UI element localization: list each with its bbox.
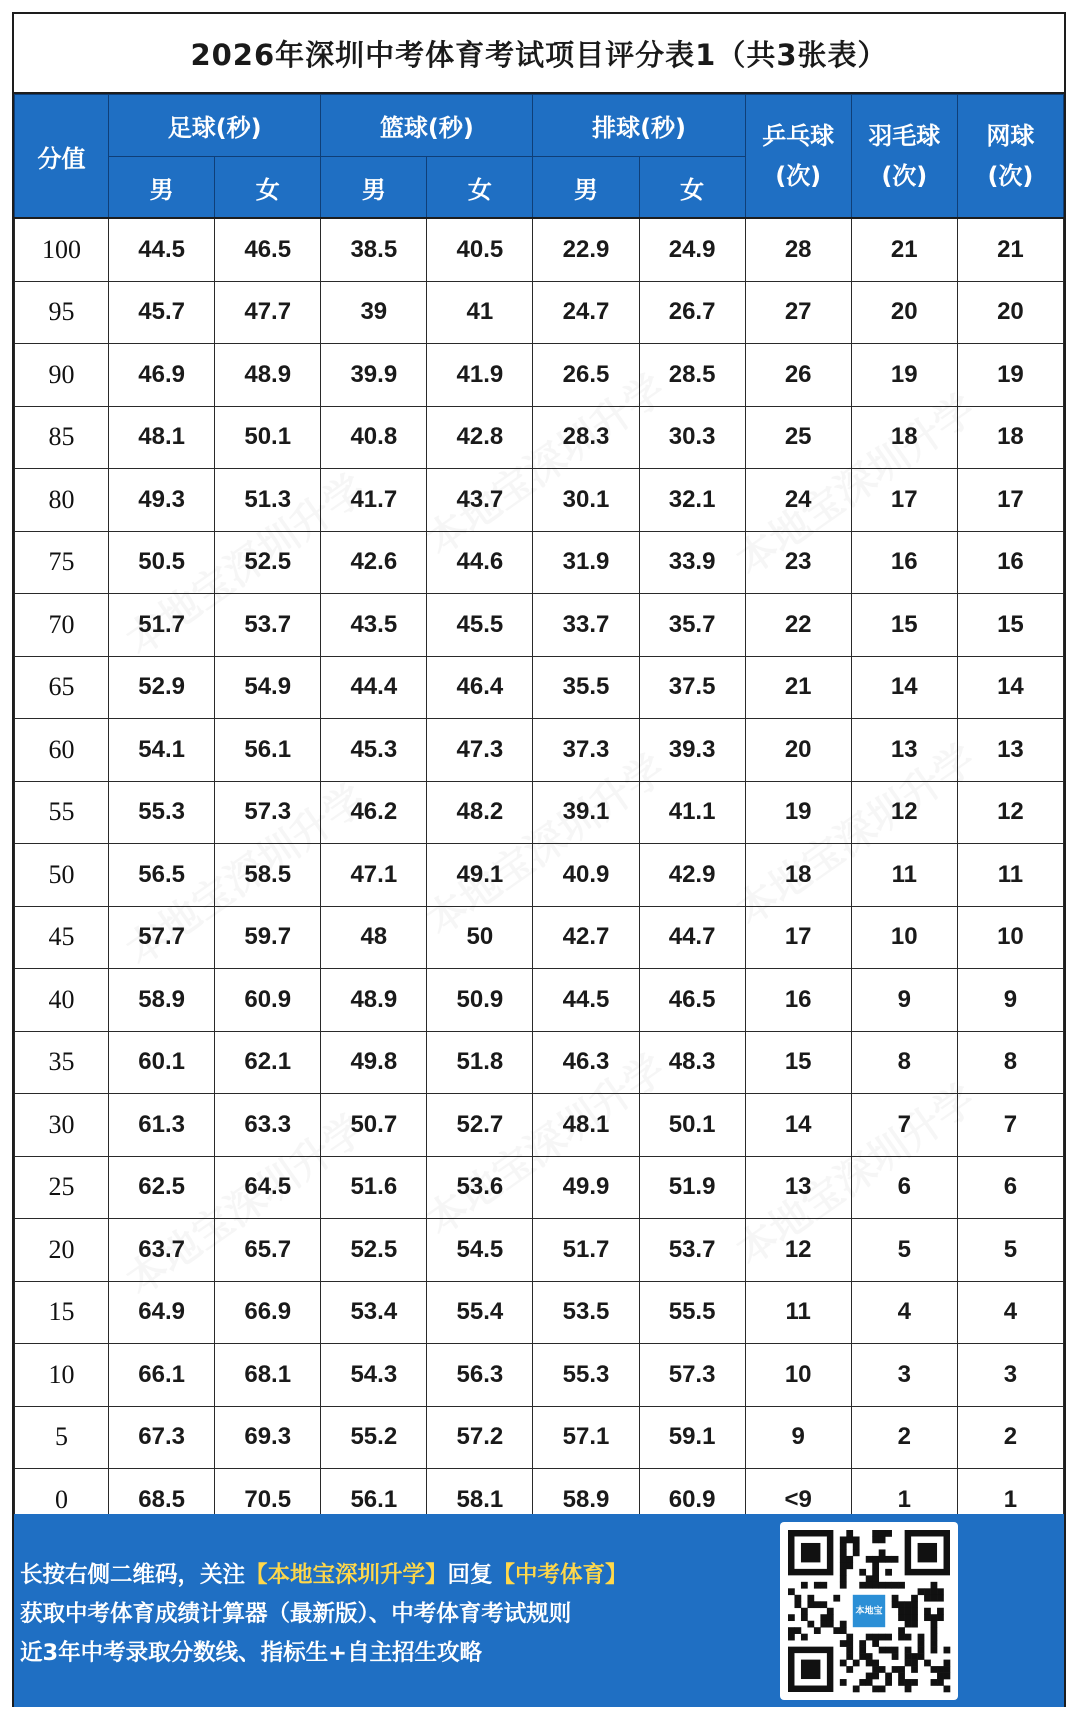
value-cell: 52.7: [427, 1094, 533, 1157]
score-cell: 55: [15, 781, 109, 844]
value-cell: 45.7: [109, 281, 215, 344]
value-cell: 4: [957, 1281, 1063, 1344]
value-cell: 35.7: [639, 594, 745, 657]
value-cell: 56.1: [215, 719, 321, 782]
value-cell: 66.9: [215, 1281, 321, 1344]
footer-text: [20, 1556, 780, 1673]
value-cell: 68.5: [109, 1469, 215, 1532]
header-football: 足球(秒): [109, 95, 321, 157]
value-cell: 49.3: [109, 469, 215, 532]
value-cell: 60.9: [215, 969, 321, 1032]
header-volleyball: 排球(秒): [533, 95, 745, 157]
value-cell: 18: [745, 844, 851, 907]
value-cell: 44.5: [109, 218, 215, 281]
value-cell: 46.4: [427, 656, 533, 719]
value-cell: 17: [851, 469, 957, 532]
value-cell: 9: [745, 1406, 851, 1469]
header-pingpong-unit: (次): [775, 162, 822, 190]
table-row: [15, 844, 1064, 907]
value-cell: 20: [745, 719, 851, 782]
score-cell: 0: [15, 1469, 109, 1532]
table-body: [15, 218, 1064, 1531]
value-cell: 26.5: [533, 344, 639, 407]
value-cell: 64.5: [215, 1156, 321, 1219]
value-cell: 43.5: [321, 594, 427, 657]
value-cell: 63.7: [109, 1219, 215, 1282]
score-cell: 45: [15, 906, 109, 969]
value-cell: 57.3: [215, 781, 321, 844]
table-row: [15, 531, 1064, 594]
score-cell: 35: [15, 1031, 109, 1094]
score-cell: 85: [15, 406, 109, 469]
value-cell: 55.3: [533, 1344, 639, 1407]
header-tennis-unit: (次): [987, 162, 1034, 190]
value-cell: 14: [851, 656, 957, 719]
table-row: [15, 1219, 1064, 1282]
value-cell: 49.8: [321, 1031, 427, 1094]
value-cell: 28.3: [533, 406, 639, 469]
value-cell: 39.1: [533, 781, 639, 844]
table-row: [15, 969, 1064, 1032]
value-cell: 42.9: [639, 844, 745, 907]
score-cell: 40: [15, 969, 109, 1032]
value-cell: 49.9: [533, 1156, 639, 1219]
value-cell: 39: [321, 281, 427, 344]
value-cell: 41: [427, 281, 533, 344]
value-cell: 62.1: [215, 1031, 321, 1094]
value-cell: 51.3: [215, 469, 321, 532]
value-cell: 55.5: [639, 1281, 745, 1344]
value-cell: 41.9: [427, 344, 533, 407]
value-cell: 68.1: [215, 1344, 321, 1407]
value-cell: 54.3: [321, 1344, 427, 1407]
table-header: [15, 95, 1064, 219]
value-cell: 35.5: [533, 656, 639, 719]
value-cell: 59.7: [215, 906, 321, 969]
header-tennis: [957, 95, 1063, 219]
value-cell: 57.3: [639, 1344, 745, 1407]
value-cell: 48.1: [109, 406, 215, 469]
value-cell: 58.9: [533, 1469, 639, 1532]
header-basketball-female: 女: [427, 157, 533, 219]
header-football-female: 女: [215, 157, 321, 219]
value-cell: 53.7: [215, 594, 321, 657]
header-tennis-name: 网球: [986, 122, 1035, 150]
value-cell: 3: [957, 1344, 1063, 1407]
value-cell: 12: [851, 781, 957, 844]
value-cell: 3: [851, 1344, 957, 1407]
value-cell: 55.4: [427, 1281, 533, 1344]
value-cell: 42.6: [321, 531, 427, 594]
footer-reply: 回复: [447, 1562, 493, 1588]
value-cell: 11: [851, 844, 957, 907]
value-cell: 48: [321, 906, 427, 969]
value-cell: 38.5: [321, 218, 427, 281]
value-cell: 56.1: [321, 1469, 427, 1532]
table-row: [15, 594, 1064, 657]
value-cell: 47.3: [427, 719, 533, 782]
value-cell: 17: [745, 906, 851, 969]
value-cell: 50.7: [321, 1094, 427, 1157]
value-cell: 24.9: [639, 218, 745, 281]
value-cell: 24: [745, 469, 851, 532]
header-volleyball-female: 女: [639, 157, 745, 219]
header-badminton-unit: (次): [881, 162, 928, 190]
value-cell: 58.1: [427, 1469, 533, 1532]
value-cell: 48.9: [321, 969, 427, 1032]
value-cell: 70.5: [215, 1469, 321, 1532]
value-cell: 67.3: [109, 1406, 215, 1469]
value-cell: 10: [745, 1344, 851, 1407]
header-football-male: 男: [109, 157, 215, 219]
table-row: [15, 1406, 1064, 1469]
footer-account: 【本地宝深圳升学】: [245, 1562, 448, 1588]
value-cell: 39.3: [639, 719, 745, 782]
header-score: 分值: [15, 95, 109, 219]
header-volleyball-male: 男: [533, 157, 639, 219]
value-cell: 40.9: [533, 844, 639, 907]
value-cell: 37.3: [533, 719, 639, 782]
value-cell: 57.2: [427, 1406, 533, 1469]
value-cell: 19: [851, 344, 957, 407]
value-cell: 18: [851, 406, 957, 469]
value-cell: 20: [957, 281, 1063, 344]
value-cell: 56.5: [109, 844, 215, 907]
value-cell: 8: [957, 1031, 1063, 1094]
value-cell: 51.7: [533, 1219, 639, 1282]
value-cell: 51.6: [321, 1156, 427, 1219]
value-cell: 54.1: [109, 719, 215, 782]
value-cell: 31.9: [533, 531, 639, 594]
score-cell: 70: [15, 594, 109, 657]
footer-line-3: 近3年中考录取分数线、指标生+自主招生攻略: [20, 1640, 483, 1666]
value-cell: 50.5: [109, 531, 215, 594]
value-cell: 16: [851, 531, 957, 594]
value-cell: 21: [957, 218, 1063, 281]
score-cell: 60: [15, 719, 109, 782]
value-cell: 15: [851, 594, 957, 657]
value-cell: 65.7: [215, 1219, 321, 1282]
score-cell: 90: [15, 344, 109, 407]
table-row: [15, 1031, 1064, 1094]
footer-prompt: 长按右侧二维码，关注: [20, 1562, 246, 1588]
table-row: [15, 781, 1064, 844]
value-cell: 22: [745, 594, 851, 657]
value-cell: 66.1: [109, 1344, 215, 1407]
value-cell: 48.9: [215, 344, 321, 407]
value-cell: 1: [851, 1469, 957, 1532]
footer-line-1: [20, 1556, 780, 1595]
qr-code[interactable]: [780, 1522, 958, 1700]
value-cell: 24.7: [533, 281, 639, 344]
value-cell: 62.5: [109, 1156, 215, 1219]
value-cell: 16: [745, 969, 851, 1032]
value-cell: 50.1: [215, 406, 321, 469]
score-cell: 15: [15, 1281, 109, 1344]
value-cell: 52.5: [215, 531, 321, 594]
value-cell: 30.1: [533, 469, 639, 532]
table-row: [15, 1344, 1064, 1407]
value-cell: 30.3: [639, 406, 745, 469]
value-cell: 53.5: [533, 1281, 639, 1344]
score-cell: 30: [15, 1094, 109, 1157]
header-basketball: 篮球(秒): [321, 95, 533, 157]
value-cell: 44.5: [533, 969, 639, 1032]
value-cell: 52.9: [109, 656, 215, 719]
value-cell: 13: [745, 1156, 851, 1219]
value-cell: 7: [851, 1094, 957, 1157]
table-row: [15, 719, 1064, 782]
value-cell: 58.9: [109, 969, 215, 1032]
value-cell: 26: [745, 344, 851, 407]
value-cell: 9: [957, 969, 1063, 1032]
value-cell: 17: [957, 469, 1063, 532]
value-cell: 46.5: [639, 969, 745, 1032]
value-cell: 53.7: [639, 1219, 745, 1282]
value-cell: 44.4: [321, 656, 427, 719]
value-cell: 20: [851, 281, 957, 344]
value-cell: 10: [851, 906, 957, 969]
table-row: [15, 906, 1064, 969]
qr-code-icon: [780, 1522, 958, 1700]
value-cell: 60.9: [639, 1469, 745, 1532]
value-cell: 4: [851, 1281, 957, 1344]
value-cell: 16: [957, 531, 1063, 594]
value-cell: 50: [427, 906, 533, 969]
score-cell: 25: [15, 1156, 109, 1219]
value-cell: 2: [957, 1406, 1063, 1469]
value-cell: 57.1: [533, 1406, 639, 1469]
value-cell: 8: [851, 1031, 957, 1094]
value-cell: 7: [957, 1094, 1063, 1157]
value-cell: 11: [745, 1281, 851, 1344]
value-cell: 63.3: [215, 1094, 321, 1157]
table-row: [15, 344, 1064, 407]
value-cell: 69.3: [215, 1406, 321, 1469]
value-cell: 1: [957, 1469, 1063, 1532]
value-cell: 43.7: [427, 469, 533, 532]
value-cell: 44.7: [639, 906, 745, 969]
value-cell: 51.7: [109, 594, 215, 657]
value-cell: 40.5: [427, 218, 533, 281]
table-row: [15, 1156, 1064, 1219]
value-cell: 54.5: [427, 1219, 533, 1282]
score-cell: 20: [15, 1219, 109, 1282]
score-cell: 75: [15, 531, 109, 594]
table-row: [15, 656, 1064, 719]
value-cell: 50.1: [639, 1094, 745, 1157]
value-cell: 28.5: [639, 344, 745, 407]
value-cell: 48.3: [639, 1031, 745, 1094]
score-cell: 65: [15, 656, 109, 719]
value-cell: 13: [957, 719, 1063, 782]
value-cell: 41.1: [639, 781, 745, 844]
value-cell: 45.5: [427, 594, 533, 657]
value-cell: 32.1: [639, 469, 745, 532]
value-cell: 51.8: [427, 1031, 533, 1094]
value-cell: 46.2: [321, 781, 427, 844]
value-cell: 19: [957, 344, 1063, 407]
value-cell: 53.6: [427, 1156, 533, 1219]
value-cell: 54.9: [215, 656, 321, 719]
value-cell: 11: [957, 844, 1063, 907]
table-row: [15, 1094, 1064, 1157]
table-row: [15, 281, 1064, 344]
score-cell: 95: [15, 281, 109, 344]
value-cell: 12: [745, 1219, 851, 1282]
value-cell: 21: [851, 218, 957, 281]
value-cell: 12: [957, 781, 1063, 844]
value-cell: 46.3: [533, 1031, 639, 1094]
value-cell: 6: [957, 1156, 1063, 1219]
score-cell: 80: [15, 469, 109, 532]
value-cell: 55.2: [321, 1406, 427, 1469]
value-cell: 52.5: [321, 1219, 427, 1282]
score-cell: 100: [15, 218, 109, 281]
value-cell: 42.7: [533, 906, 639, 969]
value-cell: 15: [957, 594, 1063, 657]
value-cell: 6: [851, 1156, 957, 1219]
value-cell: 50.9: [427, 969, 533, 1032]
value-cell: 39.9: [321, 344, 427, 407]
value-cell: 57.7: [109, 906, 215, 969]
value-cell: 51.9: [639, 1156, 745, 1219]
score-cell: 10: [15, 1344, 109, 1407]
header-badminton: [851, 95, 957, 219]
value-cell: 64.9: [109, 1281, 215, 1344]
value-cell: 33.7: [533, 594, 639, 657]
value-cell: 60.1: [109, 1031, 215, 1094]
page-title: 2026年深圳中考体育考试项目评分表1（共3张表）: [14, 14, 1064, 94]
value-cell: 40.8: [321, 406, 427, 469]
value-cell: 45.3: [321, 719, 427, 782]
value-cell: 26.7: [639, 281, 745, 344]
value-cell: 9: [851, 969, 957, 1032]
score-cell: 50: [15, 844, 109, 907]
value-cell: 41.7: [321, 469, 427, 532]
value-cell: 10: [957, 906, 1063, 969]
footer-keyword: 【中考体育】: [492, 1562, 628, 1588]
header-basketball-male: 男: [321, 157, 427, 219]
table-row: [15, 406, 1064, 469]
value-cell: 56.3: [427, 1344, 533, 1407]
table-row: [15, 1281, 1064, 1344]
value-cell: <9: [745, 1469, 851, 1532]
value-cell: 53.4: [321, 1281, 427, 1344]
value-cell: 61.3: [109, 1094, 215, 1157]
value-cell: 58.5: [215, 844, 321, 907]
value-cell: 5: [957, 1219, 1063, 1282]
footer-line-2: 获取中考体育成绩计算器（最新版）、中考体育考试规则: [20, 1601, 572, 1627]
value-cell: 42.8: [427, 406, 533, 469]
value-cell: 33.9: [639, 531, 745, 594]
header-badminton-name: 羽毛球: [868, 122, 941, 150]
value-cell: 5: [851, 1219, 957, 1282]
value-cell: 37.5: [639, 656, 745, 719]
table-row: [15, 218, 1064, 281]
value-cell: 19: [745, 781, 851, 844]
score-cell: 5: [15, 1406, 109, 1469]
value-cell: 47.1: [321, 844, 427, 907]
value-cell: 15: [745, 1031, 851, 1094]
value-cell: 23: [745, 531, 851, 594]
value-cell: 46.9: [109, 344, 215, 407]
value-cell: 13: [851, 719, 957, 782]
header-pingpong: [745, 95, 851, 219]
value-cell: 14: [957, 656, 1063, 719]
footer-banner: [14, 1514, 1064, 1707]
table-row: [15, 469, 1064, 532]
value-cell: 28: [745, 218, 851, 281]
score-sheet: [12, 12, 1066, 1707]
value-cell: 48.1: [533, 1094, 639, 1157]
score-table: [14, 94, 1064, 1532]
value-cell: 22.9: [533, 218, 639, 281]
value-cell: 47.7: [215, 281, 321, 344]
value-cell: 14: [745, 1094, 851, 1157]
value-cell: 18: [957, 406, 1063, 469]
value-cell: 48.2: [427, 781, 533, 844]
value-cell: 55.3: [109, 781, 215, 844]
value-cell: 59.1: [639, 1406, 745, 1469]
value-cell: 44.6: [427, 531, 533, 594]
value-cell: 49.1: [427, 844, 533, 907]
qr-logo-text: 本地宝: [855, 1606, 883, 1617]
value-cell: 21: [745, 656, 851, 719]
header-pingpong-name: 乒乓球: [762, 122, 835, 150]
value-cell: 27: [745, 281, 851, 344]
value-cell: 2: [851, 1406, 957, 1469]
value-cell: 46.5: [215, 218, 321, 281]
value-cell: 25: [745, 406, 851, 469]
